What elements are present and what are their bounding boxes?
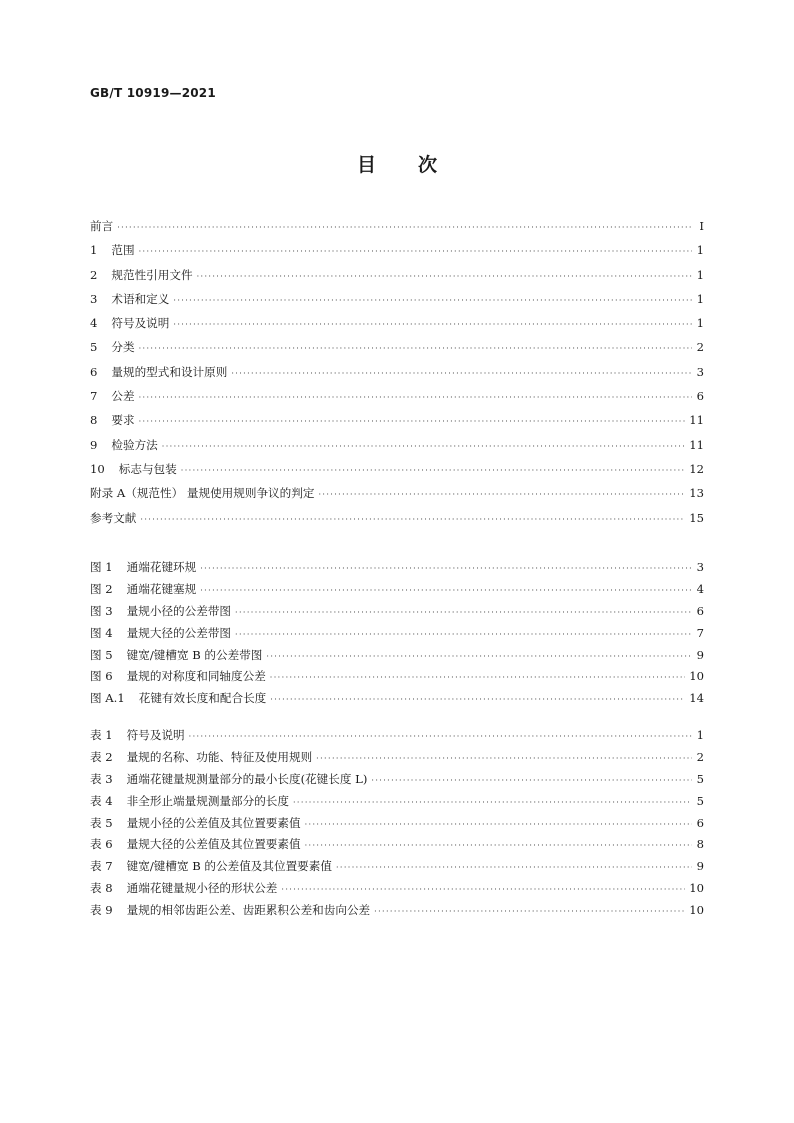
toc-leader-dots bbox=[173, 289, 692, 313]
toc-entry-page: 7 bbox=[696, 625, 704, 640]
toc-leader-dots bbox=[305, 814, 692, 836]
toc-entry-number: 8 bbox=[90, 413, 98, 428]
toc-entry-page: 1 bbox=[696, 728, 704, 742]
toc-entry[interactable] bbox=[90, 433, 704, 457]
toc-entry-title: 规范性引用文件 bbox=[111, 267, 193, 282]
toc-entry-label bbox=[90, 645, 262, 667]
toc-entry-number: 图 2 bbox=[90, 581, 113, 596]
toc-entry[interactable] bbox=[90, 481, 704, 505]
toc-entry-title: 术语和定义 bbox=[111, 291, 170, 306]
toc-entry[interactable] bbox=[90, 238, 704, 262]
toc-entry-label bbox=[90, 878, 277, 900]
toc-entry-page: 6 bbox=[696, 603, 704, 618]
toc-entry[interactable] bbox=[90, 579, 704, 601]
toc-entry[interactable] bbox=[90, 834, 704, 856]
toc-entry[interactable] bbox=[90, 666, 704, 688]
toc-leader-dots bbox=[162, 435, 685, 459]
toc-entry-page: 1 bbox=[696, 243, 704, 258]
toc-entry[interactable] bbox=[90, 601, 704, 623]
toc-entry[interactable] bbox=[90, 506, 704, 530]
toc-leader-dots bbox=[270, 667, 685, 689]
toc-entry-label bbox=[90, 311, 169, 335]
toc-entry-page: 10 bbox=[689, 669, 704, 684]
toc-entry[interactable] bbox=[90, 384, 704, 408]
toc-entry-title: 前言 bbox=[90, 219, 114, 233]
toc-entry[interactable] bbox=[90, 623, 704, 645]
toc-entry-title: 量规的相邻齿距公差、齿距累积公差和齿向公差 bbox=[126, 903, 371, 918]
toc-entry-number: 9 bbox=[90, 437, 98, 452]
toc-entry-page: 13 bbox=[689, 486, 704, 501]
toc-entry-number: 7 bbox=[90, 389, 98, 404]
toc-entry-label bbox=[90, 813, 301, 835]
toc-entry-page: 1 bbox=[696, 291, 704, 306]
toc-leader-dots bbox=[173, 313, 692, 337]
toc-leader-dots bbox=[305, 835, 692, 857]
toc-leader-dots bbox=[139, 410, 686, 434]
toc-entry-number: 表 1 bbox=[90, 728, 113, 742]
toc-entry-page: 12 bbox=[689, 461, 704, 476]
toc-entry-number: 表 9 bbox=[90, 903, 113, 918]
toc-entry[interactable] bbox=[90, 769, 704, 791]
toc-leader-dots bbox=[181, 459, 685, 483]
toc-entry[interactable] bbox=[90, 360, 704, 384]
toc-leader-dots bbox=[293, 792, 692, 814]
toc-entry-page: 1 bbox=[696, 267, 704, 282]
toc-entry-title: 量规的对称度和同轴度公差 bbox=[126, 669, 266, 684]
toc-entry[interactable] bbox=[90, 791, 704, 813]
toc-entry[interactable] bbox=[90, 335, 704, 359]
toc-leader-dots bbox=[374, 901, 685, 923]
toc-section-tables bbox=[90, 725, 704, 922]
toc-leader-dots bbox=[235, 602, 692, 624]
toc-entry-number: 表 7 bbox=[90, 859, 113, 874]
toc-entry-page: 1 bbox=[696, 316, 704, 331]
toc-leader-dots bbox=[336, 857, 692, 879]
toc-entry[interactable] bbox=[90, 457, 704, 481]
toc-entry-title: 量规小径的公差带图 bbox=[126, 603, 232, 618]
toc-entry[interactable] bbox=[90, 878, 704, 900]
toc-entry-number: 1 bbox=[90, 243, 98, 258]
toc-entry-number: 6 bbox=[90, 364, 98, 379]
toc-entry-number: 10 bbox=[90, 461, 105, 476]
toc-title-char-2: 次 bbox=[418, 154, 438, 176]
toc-entry-label bbox=[90, 384, 135, 408]
toc-entry-label bbox=[90, 433, 158, 457]
toc-entry-page: I bbox=[699, 219, 704, 233]
toc-entry-title: 量规的名称、功能、特征及使用规则 bbox=[126, 749, 313, 764]
toc-entry-label bbox=[90, 688, 266, 710]
toc-entry-page: 15 bbox=[689, 510, 704, 525]
toc-entry[interactable] bbox=[90, 645, 704, 667]
toc-entry-title: 量规的型式和设计原则 bbox=[111, 364, 228, 379]
toc-entry-page: 3 bbox=[696, 364, 704, 379]
toc-entry-page: 10 bbox=[689, 903, 704, 918]
toc-entry-label bbox=[90, 506, 136, 530]
toc-entry-number: 图 A.1 bbox=[90, 691, 125, 706]
toc-leader-dots bbox=[117, 216, 692, 240]
document-code: GB/T 10919—2021 bbox=[90, 86, 216, 100]
toc-entry-title: 附录 A（规范性） 量规使用规则争议的判定 bbox=[90, 486, 315, 501]
toc-entry-title: 参考文献 bbox=[90, 510, 137, 525]
toc-entry-title: 通端花键环规 bbox=[126, 560, 197, 574]
toc-entry-title: 量规大径的公差带图 bbox=[126, 625, 232, 640]
toc-entry-title: 通端花键量规小径的形状公差 bbox=[126, 881, 278, 896]
toc-entry-number: 表 8 bbox=[90, 881, 113, 896]
toc-entry-label bbox=[90, 238, 135, 262]
toc-entry-page: 5 bbox=[696, 771, 704, 786]
toc-leader-dots bbox=[235, 624, 692, 646]
toc-entry-label bbox=[90, 623, 231, 645]
toc-entry[interactable] bbox=[90, 813, 704, 835]
toc-leader-dots bbox=[231, 362, 692, 386]
toc-entry-title: 键宽/键槽宽 B 的公差值及其位置要素值 bbox=[126, 859, 332, 874]
toc-entry-page: 9 bbox=[696, 647, 704, 662]
toc-entry-title: 公差 bbox=[111, 389, 135, 404]
toc-entry[interactable] bbox=[90, 725, 704, 747]
toc-entry-page: 14 bbox=[689, 691, 704, 706]
toc-entry[interactable] bbox=[90, 263, 704, 287]
toc-leader-dots bbox=[281, 879, 685, 901]
toc-entry-label bbox=[90, 408, 135, 432]
toc-entry[interactable] bbox=[90, 747, 704, 769]
toc-entry-number: 图 3 bbox=[90, 603, 113, 618]
toc-leader-dots bbox=[189, 726, 692, 748]
toc-entry-number: 表 4 bbox=[90, 793, 113, 808]
toc-entry-title: 标志与包装 bbox=[118, 461, 177, 476]
toc-entry-label bbox=[90, 335, 135, 359]
toc-leader-dots bbox=[197, 265, 692, 289]
toc-entry[interactable] bbox=[90, 214, 704, 238]
toc-entry-label bbox=[90, 557, 196, 579]
toc-entry-page: 3 bbox=[696, 560, 704, 574]
toc-entry-label bbox=[90, 834, 301, 856]
toc-entry-title: 非全形止端量规测量部分的长度 bbox=[126, 793, 289, 808]
toc-entry-label bbox=[90, 287, 169, 311]
toc-entry-label bbox=[90, 747, 312, 769]
toc-entry-label bbox=[90, 856, 332, 878]
toc-entry-number: 2 bbox=[90, 267, 98, 282]
toc-leader-dots bbox=[318, 483, 685, 507]
toc-entry[interactable] bbox=[90, 856, 704, 878]
toc-entry-title: 通端花键塞规 bbox=[126, 581, 197, 596]
toc-entry-page: 8 bbox=[696, 837, 704, 852]
toc-entry-title: 通端花键量规测量部分的最小长度(花键长度 L) bbox=[126, 771, 368, 786]
toc-entry-number: 5 bbox=[90, 340, 98, 355]
toc-entry-title: 符号及说明 bbox=[111, 316, 170, 331]
toc-entry-title: 花键有效长度和配合长度 bbox=[138, 691, 267, 706]
toc-entry-number: 3 bbox=[90, 291, 98, 306]
toc-entry-label bbox=[90, 579, 196, 601]
toc-entry-label bbox=[90, 900, 370, 922]
toc-entry-number: 图 5 bbox=[90, 647, 113, 662]
toc-entry-title: 键宽/键槽宽 B 的公差带图 bbox=[126, 647, 263, 662]
toc-leader-dots bbox=[200, 580, 692, 602]
toc-leader-dots bbox=[266, 646, 692, 668]
toc-entry-page: 11 bbox=[689, 413, 704, 428]
toc-entry[interactable] bbox=[90, 287, 704, 311]
toc-entry-label bbox=[90, 360, 227, 384]
toc-leader-dots bbox=[139, 337, 692, 361]
toc-entry-title: 要求 bbox=[111, 413, 135, 428]
toc-entry-number: 表 3 bbox=[90, 771, 113, 786]
toc-section-chapters bbox=[90, 214, 704, 530]
toc-entry-label bbox=[90, 481, 314, 505]
toc-entry-title: 量规大径的公差值及其位置要素值 bbox=[126, 837, 301, 852]
toc-entry-page: 6 bbox=[696, 389, 704, 404]
toc-entry-label bbox=[90, 769, 367, 791]
toc-title bbox=[0, 150, 794, 177]
toc-entry-label bbox=[90, 214, 113, 238]
toc-entry-number: 4 bbox=[90, 316, 98, 331]
toc-leader-dots bbox=[270, 689, 685, 711]
toc-entry-page: 11 bbox=[689, 437, 704, 452]
toc-entry-page: 6 bbox=[696, 815, 704, 830]
toc-entry-label bbox=[90, 725, 185, 747]
toc-leader-dots bbox=[200, 558, 692, 580]
toc-entry-number: 图 6 bbox=[90, 669, 113, 684]
toc-entry-label bbox=[90, 457, 177, 481]
toc-entry-title: 量规小径的公差值及其位置要素值 bbox=[126, 815, 301, 830]
toc-entry-page: 5 bbox=[696, 793, 704, 808]
toc-entry[interactable] bbox=[90, 311, 704, 335]
toc-leader-dots bbox=[139, 240, 692, 264]
toc-entry[interactable] bbox=[90, 900, 704, 922]
toc-entry-title: 分类 bbox=[111, 340, 135, 355]
toc-entry-number: 表 2 bbox=[90, 749, 113, 764]
toc-entry-title: 检验方法 bbox=[111, 437, 158, 452]
toc-entry-page: 9 bbox=[696, 859, 704, 874]
toc-entry-page: 4 bbox=[696, 581, 704, 596]
toc-entry[interactable] bbox=[90, 688, 704, 710]
toc-leader-dots bbox=[316, 748, 692, 770]
toc-entry-number: 表 6 bbox=[90, 837, 113, 852]
toc-entry-label bbox=[90, 601, 231, 623]
toc-entry-number: 图 4 bbox=[90, 625, 113, 640]
toc-entry-page: 10 bbox=[689, 881, 704, 896]
toc-entry-label bbox=[90, 791, 289, 813]
toc-entry[interactable] bbox=[90, 408, 704, 432]
toc-entry[interactable] bbox=[90, 557, 704, 579]
toc-title-char-1: 目 bbox=[356, 154, 376, 176]
toc-section-figures bbox=[90, 557, 704, 710]
toc-entry-label bbox=[90, 263, 193, 287]
toc-entry-title: 符号及说明 bbox=[126, 728, 185, 742]
toc-entry-number: 图 1 bbox=[90, 560, 113, 574]
toc-entry-page: 2 bbox=[696, 749, 704, 764]
toc-entry-title: 范围 bbox=[111, 243, 135, 258]
toc-entry-label bbox=[90, 666, 266, 688]
toc-leader-dots bbox=[140, 508, 685, 532]
toc-leader-dots bbox=[139, 386, 692, 410]
toc-entry-number: 表 5 bbox=[90, 815, 113, 830]
toc-entry-page: 2 bbox=[696, 340, 704, 355]
toc-leader-dots bbox=[371, 770, 692, 792]
